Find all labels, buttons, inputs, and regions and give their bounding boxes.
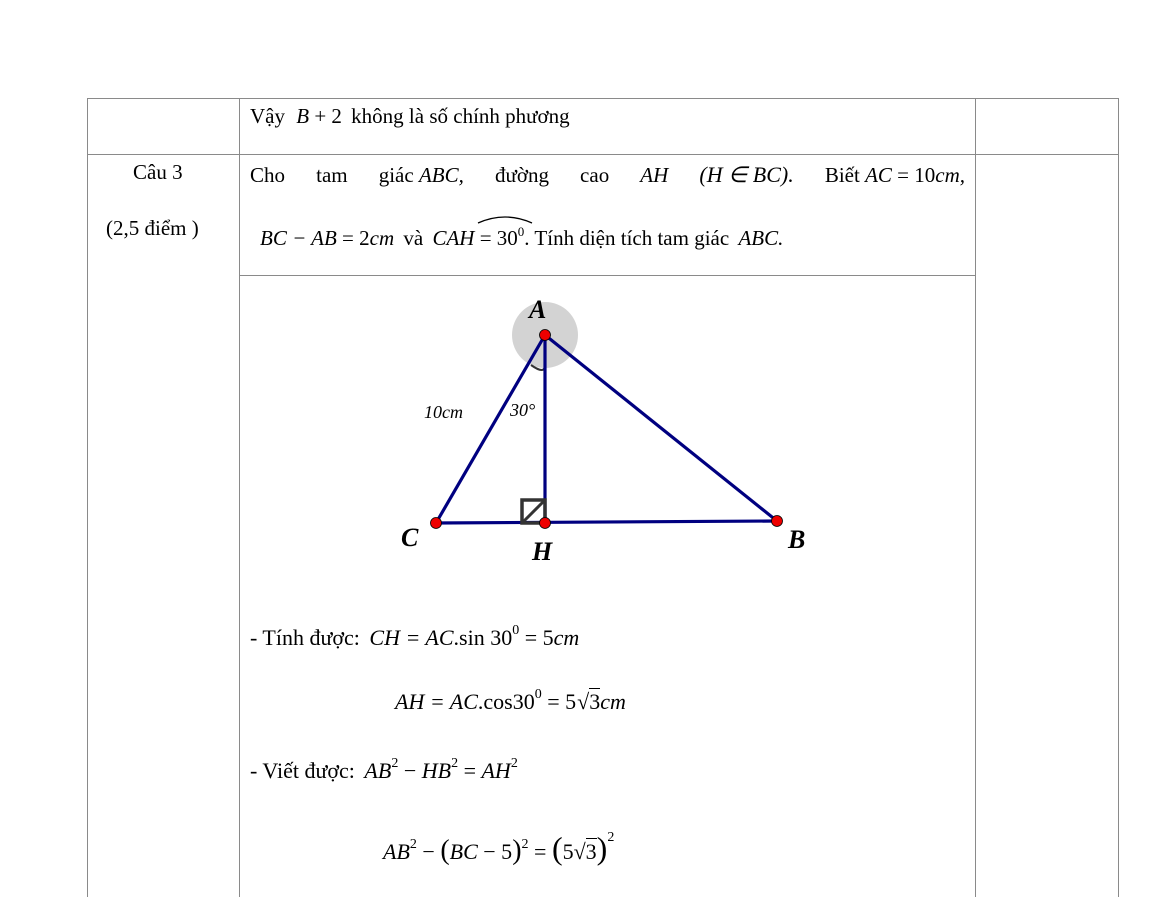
step2-lhs: AH = AC: [395, 689, 478, 714]
question-points: (2,5 điểm ): [106, 216, 199, 240]
altitude-ah: AH: [640, 163, 669, 187]
giac-word: giác: [378, 163, 414, 187]
label-side-ac: 10cm: [424, 402, 463, 422]
step4-exp2: 2: [521, 837, 529, 852]
solution-step-4: [383, 831, 614, 865]
conclusion-math-op: + 2: [309, 104, 342, 128]
column-divider-1: [239, 98, 240, 897]
step3-hb-exp: 2: [451, 756, 459, 771]
problem-question: . Tính diện tích tam giác: [524, 226, 730, 250]
step4-eq: =: [528, 839, 552, 864]
step3-ab: AB: [364, 758, 392, 783]
problem-word-giac: [379, 165, 464, 186]
step3-prefix: - Viết được:: [250, 758, 355, 783]
solution-step-3: [250, 757, 518, 782]
step1-func: .sin 30: [453, 625, 513, 650]
ac-symbol: AC: [865, 163, 892, 187]
angle-value: = 30: [474, 226, 518, 250]
conclusion-prefix: Vậy: [250, 104, 285, 128]
side-ab: [545, 335, 777, 521]
step4-five: 5: [562, 839, 574, 864]
problem-word-tam: tam: [316, 163, 348, 187]
problem-line-2: [260, 225, 783, 249]
step4-close: ): [512, 835, 522, 866]
point-c: [431, 518, 442, 529]
step3-minus: −: [398, 758, 422, 783]
step2-exp: 0: [534, 687, 542, 702]
table-top-border: [87, 98, 1119, 99]
question-label: Câu 3: [133, 160, 183, 184]
biet-word: Biết: [824, 163, 860, 187]
triangle-figure: [380, 290, 840, 580]
label-a: A: [529, 295, 547, 324]
step3-ah-exp: 2: [510, 756, 518, 771]
label-angle: 30°: [510, 400, 536, 420]
step1-prefix: - Tính được:: [250, 625, 360, 650]
row-divider-1: [87, 154, 1119, 155]
step4-bc: BC: [449, 839, 478, 864]
row-divider-2: [239, 275, 976, 276]
given-ac: [825, 165, 965, 186]
solution-step-1: [250, 624, 579, 649]
and-word: và: [403, 226, 424, 250]
problem-line-1: [250, 164, 965, 186]
step4-ab: AB: [383, 839, 410, 864]
bc-minus-ab: BC − AB: [260, 226, 337, 250]
column-divider-2: [975, 98, 976, 897]
label-b: B: [788, 525, 806, 554]
label-h: H: [532, 537, 553, 566]
ac-value: = 10: [891, 163, 936, 187]
ac-unit: cm,: [935, 163, 965, 187]
point-a: [540, 330, 551, 341]
problem-word-cho: Cho: [250, 163, 286, 187]
table-right-border: [1118, 98, 1119, 897]
conclusion-math-var: B: [296, 104, 310, 128]
step4-open: (: [440, 835, 450, 866]
point-h: [540, 518, 551, 529]
step2-result: = 5: [541, 689, 577, 714]
altitude-condition: (H ∈ BC).: [699, 162, 794, 187]
bc-minus-ab-unit: cm: [369, 226, 395, 250]
step4-open2: (: [551, 830, 563, 866]
step3-ab-exp: 2: [391, 756, 399, 771]
solution-step-2: [395, 688, 626, 713]
conclusion-text: [250, 106, 570, 127]
step3-ah: AH: [481, 758, 511, 783]
bc-minus-ab-value: = 2: [336, 226, 370, 250]
table-left-border: [87, 98, 88, 897]
triangle-abc: ABC,: [418, 163, 464, 187]
conclusion-suffix: không là số chính phương: [351, 104, 570, 128]
step4-radicand: 3: [585, 839, 597, 864]
step2-sqrt: √3: [577, 689, 601, 714]
step3-hb: HB: [421, 758, 452, 783]
step1-lhs: CH = AC: [369, 625, 454, 650]
point-b: [772, 516, 783, 527]
problem-word-duong: đường: [494, 163, 549, 187]
step2-func: .cos30: [477, 689, 535, 714]
step1-result: = 5: [519, 625, 554, 650]
step2-unit: cm: [600, 689, 626, 714]
step1-exp: 0: [512, 623, 520, 638]
side-cb: [436, 521, 777, 523]
step2-radicand: 3: [589, 689, 601, 714]
step4-minus: −: [416, 839, 441, 864]
triangle-abc-2: ABC.: [738, 226, 784, 250]
step4-sqrt: √3: [573, 839, 597, 864]
step4-minus5: − 5: [477, 839, 513, 864]
angle-degree: 0: [517, 224, 525, 239]
angle-cah: CAH: [432, 226, 475, 250]
step4-exp3: 2: [607, 830, 615, 845]
problem-word-cao: cao: [580, 163, 610, 187]
label-c: C: [401, 523, 419, 552]
step1-unit: cm: [553, 625, 580, 650]
step4-ab-exp: 2: [409, 837, 417, 852]
step4-close2: ): [596, 830, 608, 866]
angle-hat-mark: [476, 213, 534, 225]
step3-eq: =: [458, 758, 482, 783]
side-ac: [436, 335, 545, 523]
